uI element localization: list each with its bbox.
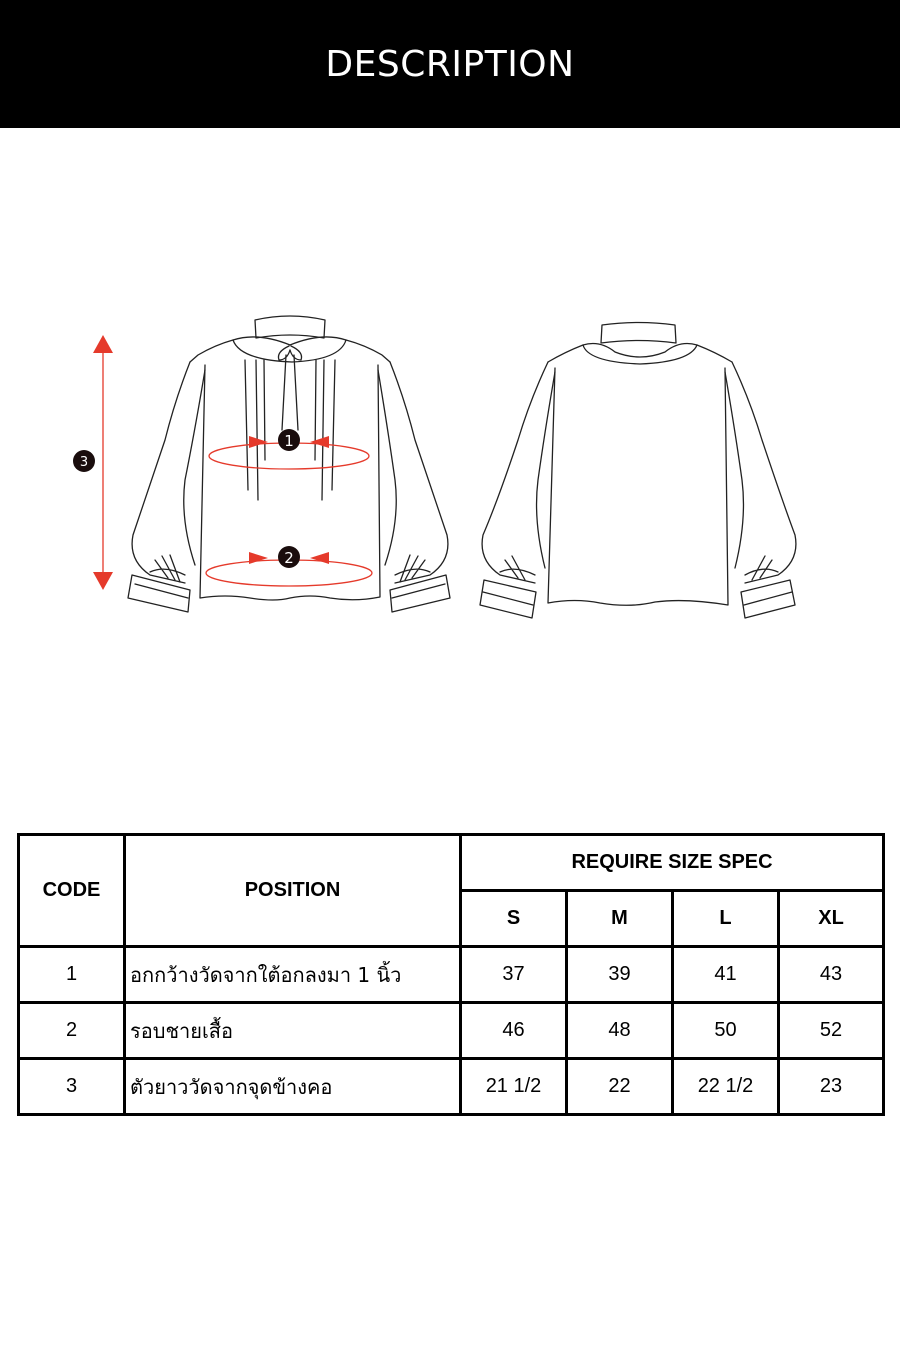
header-size-s: S <box>461 891 567 947</box>
hem-arrow-right <box>310 552 329 564</box>
row-value-m: 48 <box>567 1003 673 1059</box>
page-title: DESCRIPTION <box>325 43 575 85</box>
table-row <box>19 947 884 1003</box>
header-code: CODE <box>19 835 125 947</box>
row-position: รอบชายเสื้อ <box>125 1003 461 1059</box>
row-value-l: 50 <box>673 1003 779 1059</box>
row-code: 1 <box>19 947 125 1003</box>
row-value-m: 39 <box>567 947 673 1003</box>
row-value-xl: 52 <box>779 1003 884 1059</box>
row-code: 2 <box>19 1003 125 1059</box>
table-row <box>19 1059 884 1115</box>
row-position: อกกว้างวัดจากใต้อกลงมา 1 นิ้ว <box>125 947 461 1003</box>
chest-arrow-right <box>310 436 329 448</box>
row-value-l: 41 <box>673 947 779 1003</box>
marker-3-label: 3 <box>79 455 89 470</box>
marker-1-label: 1 <box>284 432 294 450</box>
row-value-l: 22 1/2 <box>673 1059 779 1115</box>
length-arrow-bottom <box>93 572 113 590</box>
header-size-l: L <box>673 891 779 947</box>
header-size-xl: XL <box>779 891 884 947</box>
row-position: ตัวยาววัดจากจุดข้างคอ <box>125 1059 461 1115</box>
garment-diagram <box>0 300 900 640</box>
hem-arrow-left <box>249 552 268 564</box>
marker-2-label: 2 <box>284 549 294 567</box>
row-value-xl: 23 <box>779 1059 884 1115</box>
row-value-s: 21 1/2 <box>461 1059 567 1115</box>
row-value-xl: 43 <box>779 947 884 1003</box>
header-require-size-spec: REQUIRE SIZE SPEC <box>461 835 884 891</box>
back-blouse-sketch <box>480 323 796 619</box>
row-value-s: 37 <box>461 947 567 1003</box>
measurement-markings <box>73 335 372 590</box>
row-value-m: 22 <box>567 1059 673 1115</box>
length-arrow-top <box>93 335 113 353</box>
row-code: 3 <box>19 1059 125 1115</box>
size-spec-table <box>17 833 885 1116</box>
row-value-s: 46 <box>461 1003 567 1059</box>
header-size-m: M <box>567 891 673 947</box>
table-row <box>19 1003 884 1059</box>
header-position: POSITION <box>125 835 461 947</box>
page-header <box>0 0 900 128</box>
